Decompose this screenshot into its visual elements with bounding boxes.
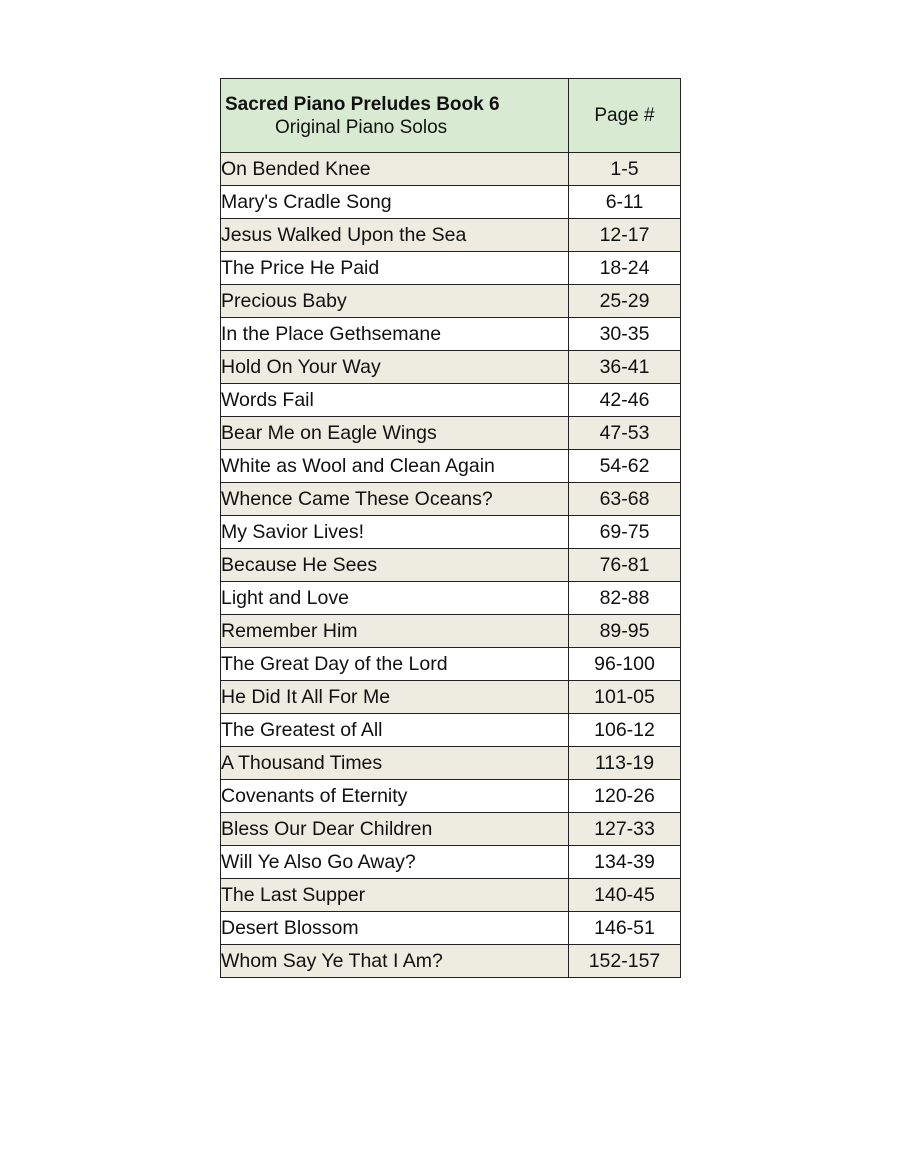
song-title: In the Place Gethsemane — [221, 318, 569, 351]
song-title: White as Wool and Clean Again — [221, 450, 569, 483]
song-pages: 63-68 — [569, 483, 681, 516]
song-pages: 76-81 — [569, 549, 681, 582]
song-title: Bless Our Dear Children — [221, 813, 569, 846]
song-title: The Price He Paid — [221, 252, 569, 285]
song-title: The Great Day of the Lord — [221, 648, 569, 681]
table-row — [221, 582, 681, 615]
song-title: A Thousand Times — [221, 747, 569, 780]
song-pages: 134-39 — [569, 846, 681, 879]
song-title: Words Fail — [221, 384, 569, 417]
page-column-header: Page # — [569, 79, 681, 153]
table-row — [221, 714, 681, 747]
song-title: The Last Supper — [221, 879, 569, 912]
song-pages: 69-75 — [569, 516, 681, 549]
song-pages: 18-24 — [569, 252, 681, 285]
table-row — [221, 351, 681, 384]
song-title: Jesus Walked Upon the Sea — [221, 219, 569, 252]
table-row — [221, 153, 681, 186]
song-title: Precious Baby — [221, 285, 569, 318]
song-title: Hold On Your Way — [221, 351, 569, 384]
book-title: Sacred Piano Preludes Book 6 — [225, 93, 500, 115]
table-row — [221, 384, 681, 417]
book-subtitle: Original Piano Solos — [275, 116, 448, 138]
song-pages: 42-46 — [569, 384, 681, 417]
table-row — [221, 318, 681, 351]
song-pages: 12-17 — [569, 219, 681, 252]
table-row — [221, 252, 681, 285]
song-pages: 120-26 — [569, 780, 681, 813]
song-pages: 96-100 — [569, 648, 681, 681]
song-pages: 146-51 — [569, 912, 681, 945]
table-row — [221, 747, 681, 780]
song-title: Mary's Cradle Song — [221, 186, 569, 219]
song-pages: 113-19 — [569, 747, 681, 780]
song-pages: 89-95 — [569, 615, 681, 648]
song-pages: 106-12 — [569, 714, 681, 747]
song-title: Remember Him — [221, 615, 569, 648]
table-row — [221, 483, 681, 516]
song-title: Will Ye Also Go Away? — [221, 846, 569, 879]
table-row — [221, 516, 681, 549]
table-row — [221, 417, 681, 450]
song-pages: 47-53 — [569, 417, 681, 450]
song-title: Because He Sees — [221, 549, 569, 582]
song-pages: 36-41 — [569, 351, 681, 384]
table-of-contents — [220, 78, 681, 978]
song-title: Whom Say Ye That I Am? — [221, 945, 569, 978]
song-title: Desert Blossom — [221, 912, 569, 945]
table-row — [221, 780, 681, 813]
song-list — [221, 153, 681, 978]
song-pages: 140-45 — [569, 879, 681, 912]
song-pages: 101-05 — [569, 681, 681, 714]
song-pages: 152-157 — [569, 945, 681, 978]
song-title: Bear Me on Eagle Wings — [221, 417, 569, 450]
table-row — [221, 945, 681, 978]
table-row — [221, 219, 681, 252]
song-title: On Bended Knee — [221, 153, 569, 186]
table-row — [221, 285, 681, 318]
song-title: Whence Came These Oceans? — [221, 483, 569, 516]
header-title-cell — [221, 79, 569, 153]
song-pages: 25-29 — [569, 285, 681, 318]
song-pages: 6-11 — [569, 186, 681, 219]
song-pages: 127-33 — [569, 813, 681, 846]
table-row — [221, 912, 681, 945]
song-pages: 82-88 — [569, 582, 681, 615]
table-row — [221, 186, 681, 219]
song-pages: 1-5 — [569, 153, 681, 186]
song-title: Covenants of Eternity — [221, 780, 569, 813]
song-pages: 30-35 — [569, 318, 681, 351]
table-row — [221, 648, 681, 681]
table-row — [221, 549, 681, 582]
song-title: Light and Love — [221, 582, 569, 615]
table-row — [221, 846, 681, 879]
song-title: The Greatest of All — [221, 714, 569, 747]
table-row — [221, 681, 681, 714]
table-row — [221, 450, 681, 483]
table-header-row — [221, 79, 681, 153]
song-title: He Did It All For Me — [221, 681, 569, 714]
table-row — [221, 879, 681, 912]
song-pages: 54-62 — [569, 450, 681, 483]
table-row — [221, 615, 681, 648]
song-title: My Savior Lives! — [221, 516, 569, 549]
table-row — [221, 813, 681, 846]
